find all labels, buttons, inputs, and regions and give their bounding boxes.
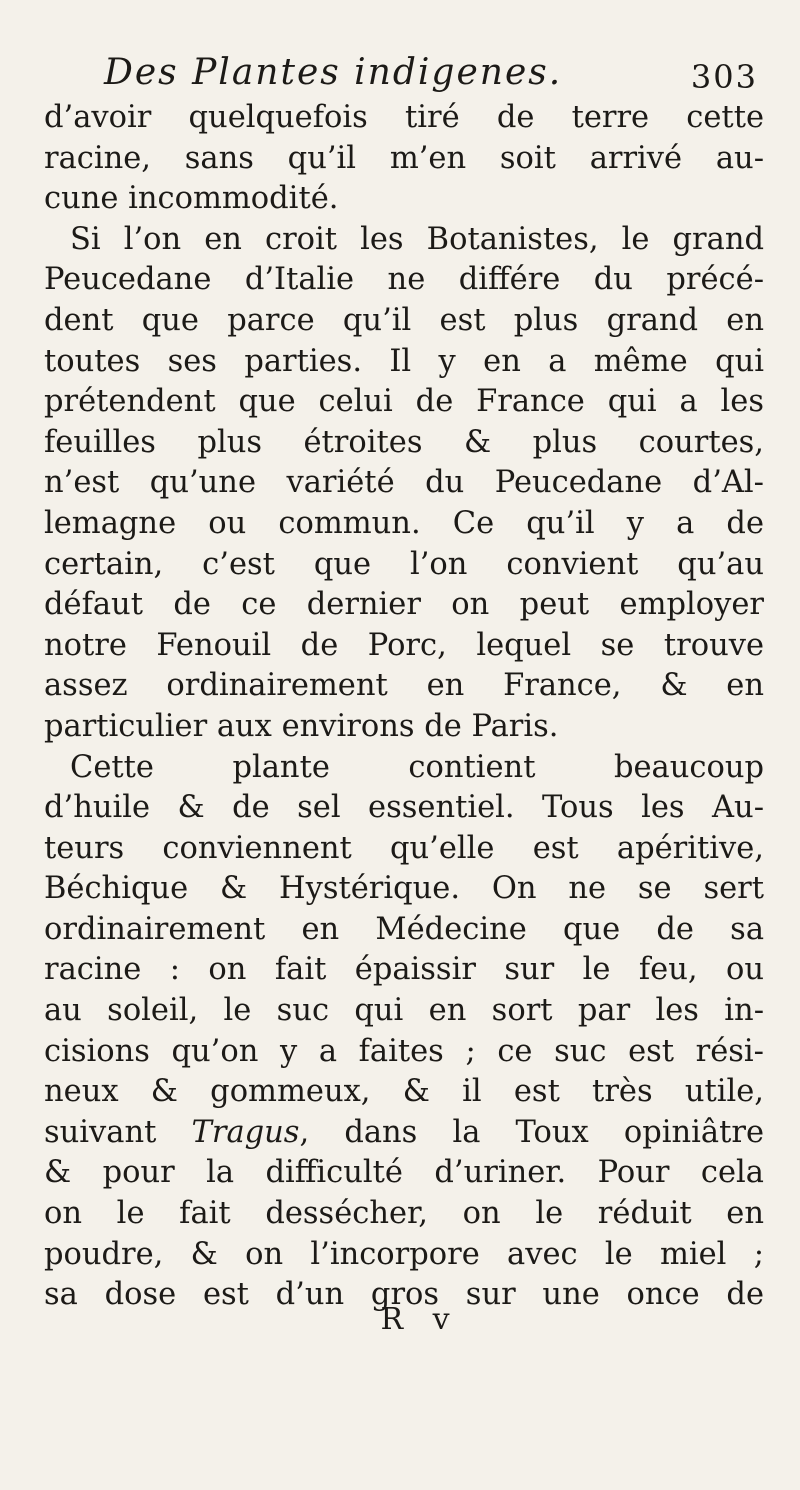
text-line: assez ordinairement en France, & en xyxy=(44,668,764,704)
text-line: teurs conviennent qu’elle est apéritive, xyxy=(44,830,764,866)
text-line: ordinairement en Médecine que de sa xyxy=(44,911,764,947)
text-line: on le fait dessécher, on le réduit en xyxy=(44,1196,764,1232)
text-line: Peucedane d’Italie ne différe du précé- xyxy=(44,262,764,298)
text-line: & pour la difficulté d’uriner. Pour cela xyxy=(44,1155,764,1191)
text-line: sa dose est d’un gros sur une once de xyxy=(44,1277,764,1313)
page-body xyxy=(44,98,764,1316)
text-line: défaut de ce dernier on peut employer xyxy=(44,587,764,623)
text-line: Béchique & Hystérique. On ne se sert xyxy=(44,871,764,907)
text-line: neux & gommeux, & il est très utile, xyxy=(44,1074,764,1110)
text-line: d’huile & de sel essentiel. Tous les Au- xyxy=(44,790,764,826)
text-line: prétendent que celui de France qui a les xyxy=(44,384,764,420)
text-line: lemagne ou commun. Ce qu’il y a de xyxy=(44,505,764,541)
italic-name: Tragus xyxy=(191,1114,300,1150)
text-line: Cette plante contient beaucoup xyxy=(70,749,764,785)
running-title: Des Plantes indigenes. xyxy=(104,52,563,93)
running-head xyxy=(44,52,764,98)
text-line: suivant Tragus, dans la Toux opiniâtre xyxy=(44,1114,764,1150)
text-line: toutes ses parties. Il y en a même qui xyxy=(44,343,764,379)
text-line: particulier aux environs de Paris. xyxy=(44,708,559,744)
text-line: d’avoir quelquefois tiré de terre cette xyxy=(44,100,764,135)
text-line: racine, sans qu’il m’en soit arrivé au- xyxy=(44,140,764,176)
text-line: au soleil, le suc qui en sort par les in- xyxy=(44,993,764,1029)
text-line: Si l’on en croit les Botanistes, le grand xyxy=(70,221,764,257)
text-line: poudre, & on l’incorpore avec le miel ; xyxy=(44,1236,764,1272)
text-line: feuilles plus étroites & plus courtes, xyxy=(44,424,764,460)
text-line: racine : on fait épaissir sur le feu, ou xyxy=(44,952,764,988)
text-line: dent que parce qu’il est plus grand en xyxy=(44,302,764,338)
page-number: 303 xyxy=(690,58,758,96)
text-line: cisions qu’on y a faites ; ce suc est rési- xyxy=(44,1033,764,1069)
text-line: cune incommodité. xyxy=(44,181,339,217)
signature-mark: R v xyxy=(380,1302,460,1337)
text-line: n’est qu’une variété du Peucedane d’Al- xyxy=(44,465,764,501)
text-line: notre Fenouil de Porc, lequel se trouve xyxy=(44,627,764,663)
text-line: certain, c’est que l’on convient qu’au xyxy=(44,546,764,582)
